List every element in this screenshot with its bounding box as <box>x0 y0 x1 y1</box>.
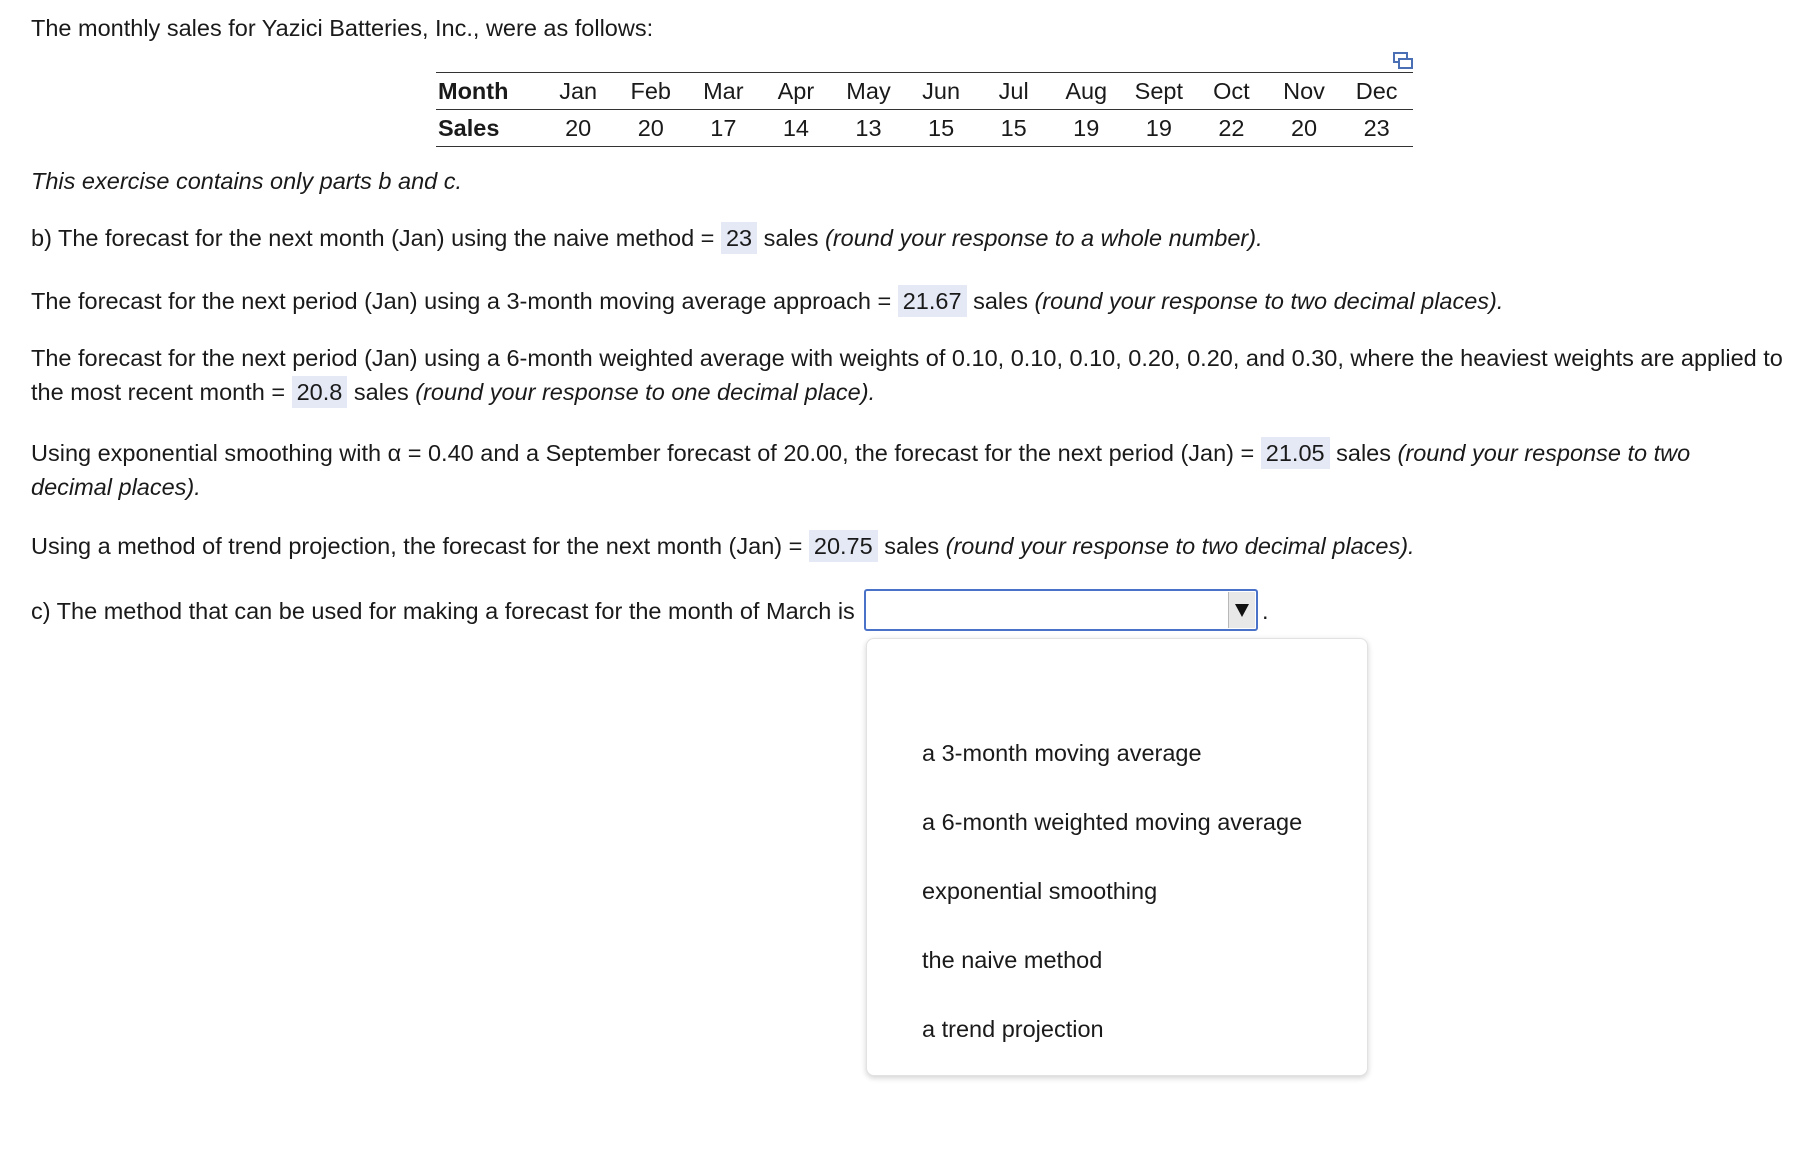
month-cell: Dec <box>1340 73 1413 110</box>
naive-unit: sales <box>763 225 819 251</box>
weighted-average-answer[interactable]: 20.8 <box>292 376 348 408</box>
sales-cell: 14 <box>760 110 833 147</box>
month-cell: Jul <box>977 73 1050 110</box>
month-cell: Nov <box>1268 73 1341 110</box>
trend-hint: (round your response to two decimal places). <box>945 533 1415 559</box>
part-c-question: c) The method that can be used for making a forecast for the month of March is <box>31 598 855 624</box>
exponential-text: Using exponential smoothing with α = 0.40 and a September forecast of 20.00, the forecast for the next period (Jan) = <box>31 440 1255 466</box>
weighted-average-text: the most recent month = <box>31 379 286 405</box>
trend-unit: sales <box>884 533 940 559</box>
naive-text: b) The forecast for the next month (Jan) using the naive method = <box>31 225 715 251</box>
sales-cell: 15 <box>905 110 978 147</box>
sales-table <box>436 72 1413 147</box>
weighted-average-line1: The forecast for the next period (Jan) using a 6-month weighted average with weights of 0.10, 0.10, 0.10, 0.20, 0.20, and 0.30, where the heaviest weights are applied to <box>31 345 1783 371</box>
moving-average-line <box>31 288 1503 315</box>
sales-cell: 22 <box>1195 110 1268 147</box>
option-exponential-smoothing[interactable]: exponential smoothing <box>922 878 1158 904</box>
chevron-down-icon[interactable] <box>1228 592 1255 628</box>
exponential-hint-cont: decimal places). <box>31 474 201 500</box>
month-cell: Mar <box>687 73 760 110</box>
option-3-month-moving-average[interactable]: a 3-month moving average <box>922 740 1202 766</box>
exponential-hint: (round your response to two <box>1397 440 1691 466</box>
naive-line <box>31 225 1263 252</box>
moving-average-unit: sales <box>973 288 1028 314</box>
sales-cell: 13 <box>832 110 905 147</box>
trend-line <box>31 533 1415 560</box>
weighted-average-hint: (round your response to one decimal place). <box>415 379 876 405</box>
month-cell: Sept <box>1123 73 1196 110</box>
month-cell: Apr <box>760 73 833 110</box>
intro-text: The monthly sales for Yazici Batteries, Inc., were as follows: <box>31 15 654 41</box>
moving-average-answer[interactable]: 21.67 <box>898 285 967 317</box>
sales-cell: 19 <box>1050 110 1123 147</box>
copy-table-icon[interactable] <box>1393 52 1413 70</box>
exponential-line1 <box>31 440 1690 467</box>
sales-cell: 20 <box>614 110 687 147</box>
month-cell: Oct <box>1195 73 1268 110</box>
part-c-period: . <box>1262 598 1269 624</box>
month-cell: Jun <box>905 73 978 110</box>
option-6-month-weighted-moving-average[interactable]: a 6-month weighted moving average <box>922 809 1303 835</box>
sales-cell: 17 <box>687 110 760 147</box>
weighted-average-unit: sales <box>353 379 409 405</box>
option-naive-method[interactable]: the naive method <box>922 947 1103 973</box>
month-cell: Feb <box>614 73 687 110</box>
month-cell: Jan <box>542 73 615 110</box>
option-trend-projection[interactable]: a trend projection <box>922 1016 1104 1042</box>
sales-cell: 20 <box>542 110 615 147</box>
trend-answer[interactable]: 20.75 <box>809 530 878 562</box>
sales-row <box>436 110 1413 147</box>
moving-average-text: The forecast for the next period (Jan) using a 3-month moving average approach = <box>31 288 892 314</box>
method-select[interactable] <box>864 589 1258 631</box>
naive-answer[interactable]: 23 <box>721 222 757 254</box>
weighted-average-line2 <box>31 379 875 406</box>
sales-header: Sales <box>436 110 542 147</box>
sales-cell: 20 <box>1268 110 1341 147</box>
exponential-unit: sales <box>1336 440 1392 466</box>
method-options-list <box>866 638 1368 1076</box>
sales-cell: 23 <box>1340 110 1413 147</box>
exponential-answer[interactable]: 21.05 <box>1261 437 1330 469</box>
exercise-note: This exercise contains only parts b and c. <box>31 168 463 194</box>
month-cell: May <box>832 73 905 110</box>
month-cell: Aug <box>1050 73 1123 110</box>
sales-cell: 19 <box>1123 110 1196 147</box>
moving-average-hint: (round your response to two decimal places). <box>1034 288 1504 314</box>
sales-cell: 15 <box>977 110 1050 147</box>
month-row <box>436 73 1413 110</box>
naive-hint: (round your response to a whole number). <box>825 225 1263 251</box>
month-header: Month <box>436 73 542 110</box>
trend-text: Using a method of trend projection, the forecast for the next month (Jan) = <box>31 533 803 559</box>
